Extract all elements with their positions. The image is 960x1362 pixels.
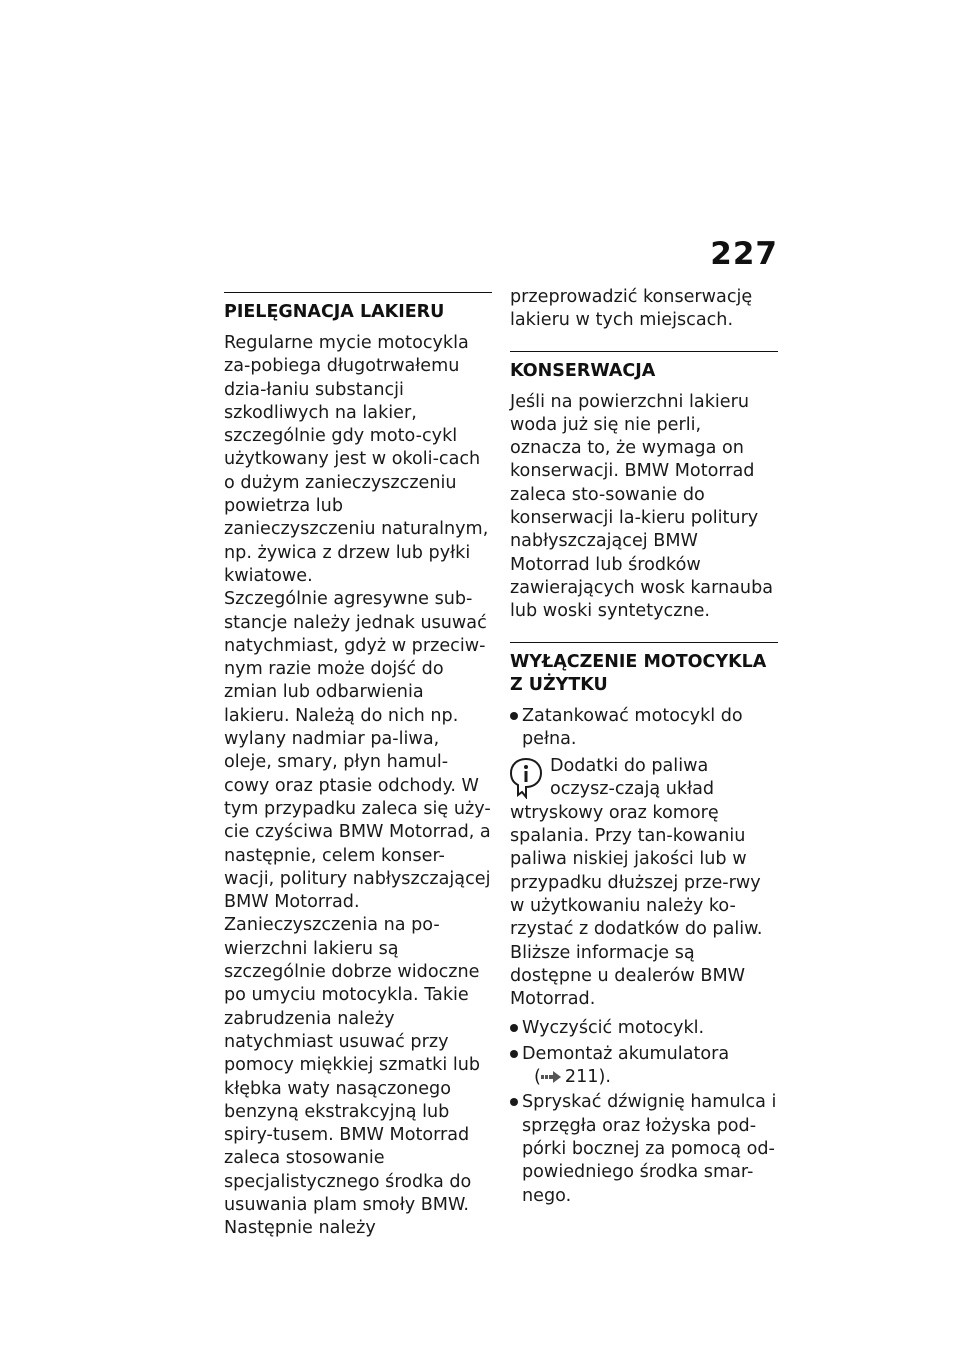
paragraph-contamination: Zanieczyszczenia na po-wierzchni lakieru są szczególnie dobrze widoczne po umyciu motocykla. Takie zabrudzenia należy natychmiast usuwać przy pomocy miękkiej szmatki lub kłębka waty nasączonego benzyną ekstrakcyjną lub spiry-tusem. BMW Motorrad zaleca stosowanie specjalistycznego środka do usuwania plam smoły BMW. Następnie należy — [224, 915, 481, 1239]
page-reference[interactable]: ( 211). — [534, 1067, 611, 1088]
bullet-icon — [510, 712, 518, 720]
list-item: Demontaż akumulatora ( 211). — [510, 1043, 778, 1090]
paragraph-preservation: Jeśli na powierzchni lakieru woda już się nie perli, oznacza to, że wymaga on konserwacji. BMW Motorrad zaleca sto-sowanie do konserwacji la-kieru politury nabłyszczającej BMW Motorrad lub środków zawierających wosk karnauba lub woski syntetyczne. — [510, 391, 774, 622]
list-item: Spryskać dźwignię hamulca i sprzęgła oraz łożyska pod-pórki bocznej za pomocą od-powiedniego środka smar-nego. — [510, 1091, 778, 1207]
bullet-icon — [510, 1024, 518, 1032]
paragraph-aggressive-substances: Szczególnie agresywne sub-stancje należy jednak usuwać natychmiast, gdyż w przeciw-nym razie może dojść do zmian lub odbarwienia lakieru. Należą do nich np. wylany nadmiar pa-liwa, oleje, smary, płyn hamul-cowy oraz ptasie odchody. W tym przypadku zaleca się uży-cie czyściwa BMW Motorrad, a następnie, celem konser-wacji, politury nabłyszczającej BMW Motorrad. — [224, 589, 491, 913]
info-icon — [508, 757, 544, 799]
heading-paint-care: PIELĘGNACJA LAKIERU — [224, 292, 492, 324]
heading-preservation: KONSERWACJA — [510, 351, 778, 383]
page-reference-label: 211). — [564, 1067, 611, 1088]
bullet-icon — [510, 1098, 518, 1106]
page-number: 227 — [710, 236, 778, 272]
left-column — [224, 292, 492, 1241]
bullet-icon — [510, 1050, 518, 1058]
paragraph-regular-washing: Regularne mycie motocykla za-pobiega długotrwałemu dzia-łaniu substancji szkodliwych na lakier, szczególnie gdy moto-cykl użytkowany jest w okoli-cach o dużym zanieczyszczeniu powietrza lub zanieczyszczeniu naturalnym, np. żywica z drzew lub pyłki kwiatowe. — [224, 333, 489, 586]
note-text: Dodatki do paliwa oczysz-czają układ wtryskowy oraz komorę spalania. Przy tan-kowaniu paliwa niskiej jakości lub w przypadku dłuższej prze-rwy w użytkowaniu należy ko-rzystać z dodatków do paliw. Bliższe informacje są dostępne u dealerów BMW Motorrad. — [510, 756, 763, 1010]
list-item: Wyczyścić motocykl. — [510, 1017, 778, 1040]
heading-decommissioning: WYŁĄCZENIE MOTOCYKLA Z UŻYTKU — [510, 642, 778, 697]
info-note — [510, 755, 778, 1011]
right-column — [510, 287, 778, 1210]
list-item: Zatankować motocykl do pełna. — [510, 705, 778, 752]
reference-arrow-icon — [541, 1071, 561, 1083]
paragraph-continuation: przeprowadzić konserwację lakieru w tych miejscach. — [510, 287, 753, 331]
